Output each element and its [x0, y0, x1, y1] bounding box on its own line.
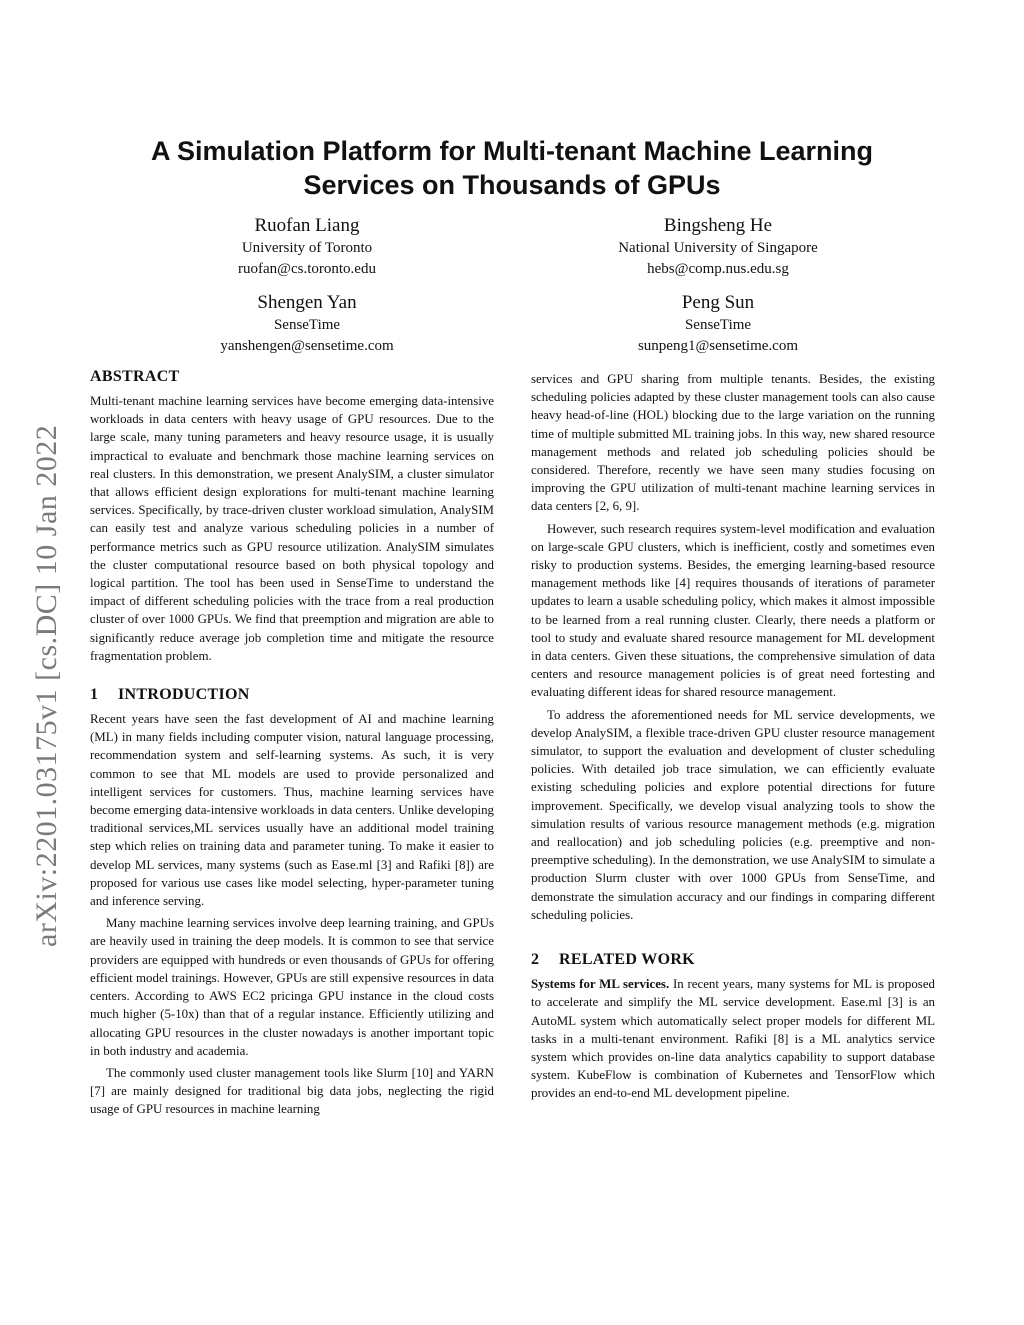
paper-title-line-2: Services on Thousands of GPUs: [303, 170, 721, 200]
section-number: 2: [531, 951, 540, 969]
paper-title-line-1: A Simulation Platform for Multi-tenant Machine Learning: [150, 136, 874, 166]
author-affiliation: National University of Singapore: [618, 240, 818, 256]
left-column: [90, 367, 494, 1119]
author-block-4: [528, 291, 908, 357]
author-name: Bingsheng He: [663, 215, 773, 236]
author-block-1: [117, 214, 497, 280]
arxiv-identifier-stamp: arXiv:2201.03175v1 [cs.DC] 10 Jan 2022: [30, 424, 63, 947]
abstract-text: Multi-tenant machine learning services have become emerging data-intensive workloads in data centers with heavy usage of GPU resources. Due to the large scale, many tuning parameters and heavy resource usage, it is usually impractical to evaluate and benchmark those machine learning services on real clusters. In this demonstration, we present AnalySIM, a cluster simulator that allows efficient design explorations for multi-tenant machine learning services. Specifically, by trace-driven cluster workload simulation, AnalySIM can easily test and analyze various scheduling policies in a number of performance metrics such as GPU resource utilization. AnalySIM simulates the cluster computational resource based on both physical topology and logical partition. The tool has been used in SenseTime to understand the impact of different scheduling policies with the trace from a real production cluster of over 1000 GPUs. We find that preemption and migration are able to significantly reduce average job completion time and mitigate the resource fragmentation problem.: [90, 394, 494, 663]
paragraph: To address the aforementioned needs for ML service developments, we develop AnalySIM, a flexible trace-driven GPU cluster resource management simulator, to support the evaluation and development of cluster scheduling policies. With detailed job trace simulation, we can efficiently evaluate existing scheduling policies and explore potential directions for future improvement. Specifically, we develop visual analyzing tools to show the simulation results of various resource management methods (e.g. migration and reallocation) and job scheduling policies (e.g. preemptive and non-preemptive scheduling). In the demonstration, we use AnalySIM to simulate a production Slurm cluster with over 1000 GPUs from SenseTime, and demonstrate the simulation accuracy and our findings in comparing different scheduling policies.: [531, 707, 935, 922]
paragraph-text: In recent years, many systems for ML is proposed to accelerate and simplify the ML service development. Ease.ml [3] is an AutoML system which automatically select proper models for different ML tasks in a multi-tenant environment. Rafiki [8] is a ML analytics service system which provides on-line data analytics capability to support database system. KubeFlow is combination of Kubernetes and TensorFlow which provides an end-to-end ML development pipeline.: [531, 977, 935, 1101]
author-affiliation: SenseTime: [273, 317, 341, 333]
author-name: Shengen Yan: [257, 292, 357, 313]
paragraph: However, such research requires system-level modification and evaluation on large-scale GPU clusters, which is inefficient, costly and sometimes even risky to production systems. Besides, the emerging learning-based resource management methods like [4] requires thousands of iterations of parameter updates to learn a usable scheduling policy, which makes it almost impossible to be learned from a real running cluster. Clearly, there needs a platform or tool to study and evaluate shared resource management for ML development in data centers. Given these situations, the comprehensive simulation of data centers and resource management policies is of great need fortesting and evaluating different ideas for shared resource management.: [531, 521, 935, 700]
paragraph: The commonly used cluster management tools like Slurm [10] and YARN [7] are mainly designed for traditional big data jobs, neglecting the rigid usage of GPU resources in machine learning: [90, 1065, 494, 1117]
author-affiliation: University of Toronto: [241, 240, 373, 256]
abstract-heading: ABSTRACT: [90, 368, 180, 385]
section-heading-introduction: [90, 685, 494, 705]
section-title: RELATED WORK: [559, 951, 695, 969]
section-heading-related-work: [531, 950, 935, 970]
author-name: Peng Sun: [681, 292, 755, 313]
author-block-2: [528, 214, 908, 280]
right-column: [531, 370, 935, 1103]
paragraph: services and GPU sharing from multiple tenants. Besides, the existing scheduling policies adapted by these cluster management tools can also cause heavy head-of-line (HOL) blocking due to the large variation on the running time of multiple submitted ML training jobs. In this way, new shared resource management methods and related job scheduling policies should be considered. Therefore, recently we have seen many studies focusing on improving the GPU utilization of multi-tenant machine learning services in data centers [2, 6, 9].: [531, 372, 935, 514]
author-email: yanshengen@sensetime.com: [220, 338, 394, 354]
author-email: hebs@comp.nus.edu.sg: [647, 261, 789, 277]
author-name: Ruofan Liang: [254, 215, 360, 236]
author-email: sunpeng1@sensetime.com: [637, 338, 799, 354]
paragraph: Many machine learning services involve deep learning training, and GPUs are heavily used in training the deep models. It is common to see that service providers are equipped with hundreds or even thousands of GPUs for offering efficient model trainings. However, GPUs are still expensive resources in data centers. According to AWS EC2 pricinga GPU instance in the cloud costs much higher (5-10x) than that of a regular instance. Efficiently utilizing and allocating GPU resources in the cluster nowadays is another important topic in both industry and academia.: [90, 916, 494, 1058]
author-affiliation: SenseTime: [684, 317, 752, 333]
paragraph: Recent years have seen the fast development of AI and machine learning (ML) in many fields including computer vision, natural language processing, recommendation system and self-learning systems. As such, it is very common to see that ML models are used to provide personalized and intelligent services for customers. Thus, machine learning services have become emerging data-intensive workloads in data centers. Unlike developing traditional services,ML services usually have an additional model training step which relies on training data and parameter tuning. To make it easier to develop ML services, many systems (such as Ease.ml [3] and Rafiki [8]) are proposed for various use cases like model selecting, hyper-parameter tuning and inference serving.: [90, 712, 494, 909]
paper-title: [80, 134, 944, 202]
section-title: INTRODUCTION: [118, 686, 250, 704]
run-in-heading: Systems for ML services.: [531, 977, 670, 992]
author-block-3: [117, 291, 497, 357]
author-email: ruofan@cs.toronto.edu: [238, 261, 376, 277]
paragraph: [531, 975, 935, 1102]
section-number: 1: [90, 686, 99, 704]
